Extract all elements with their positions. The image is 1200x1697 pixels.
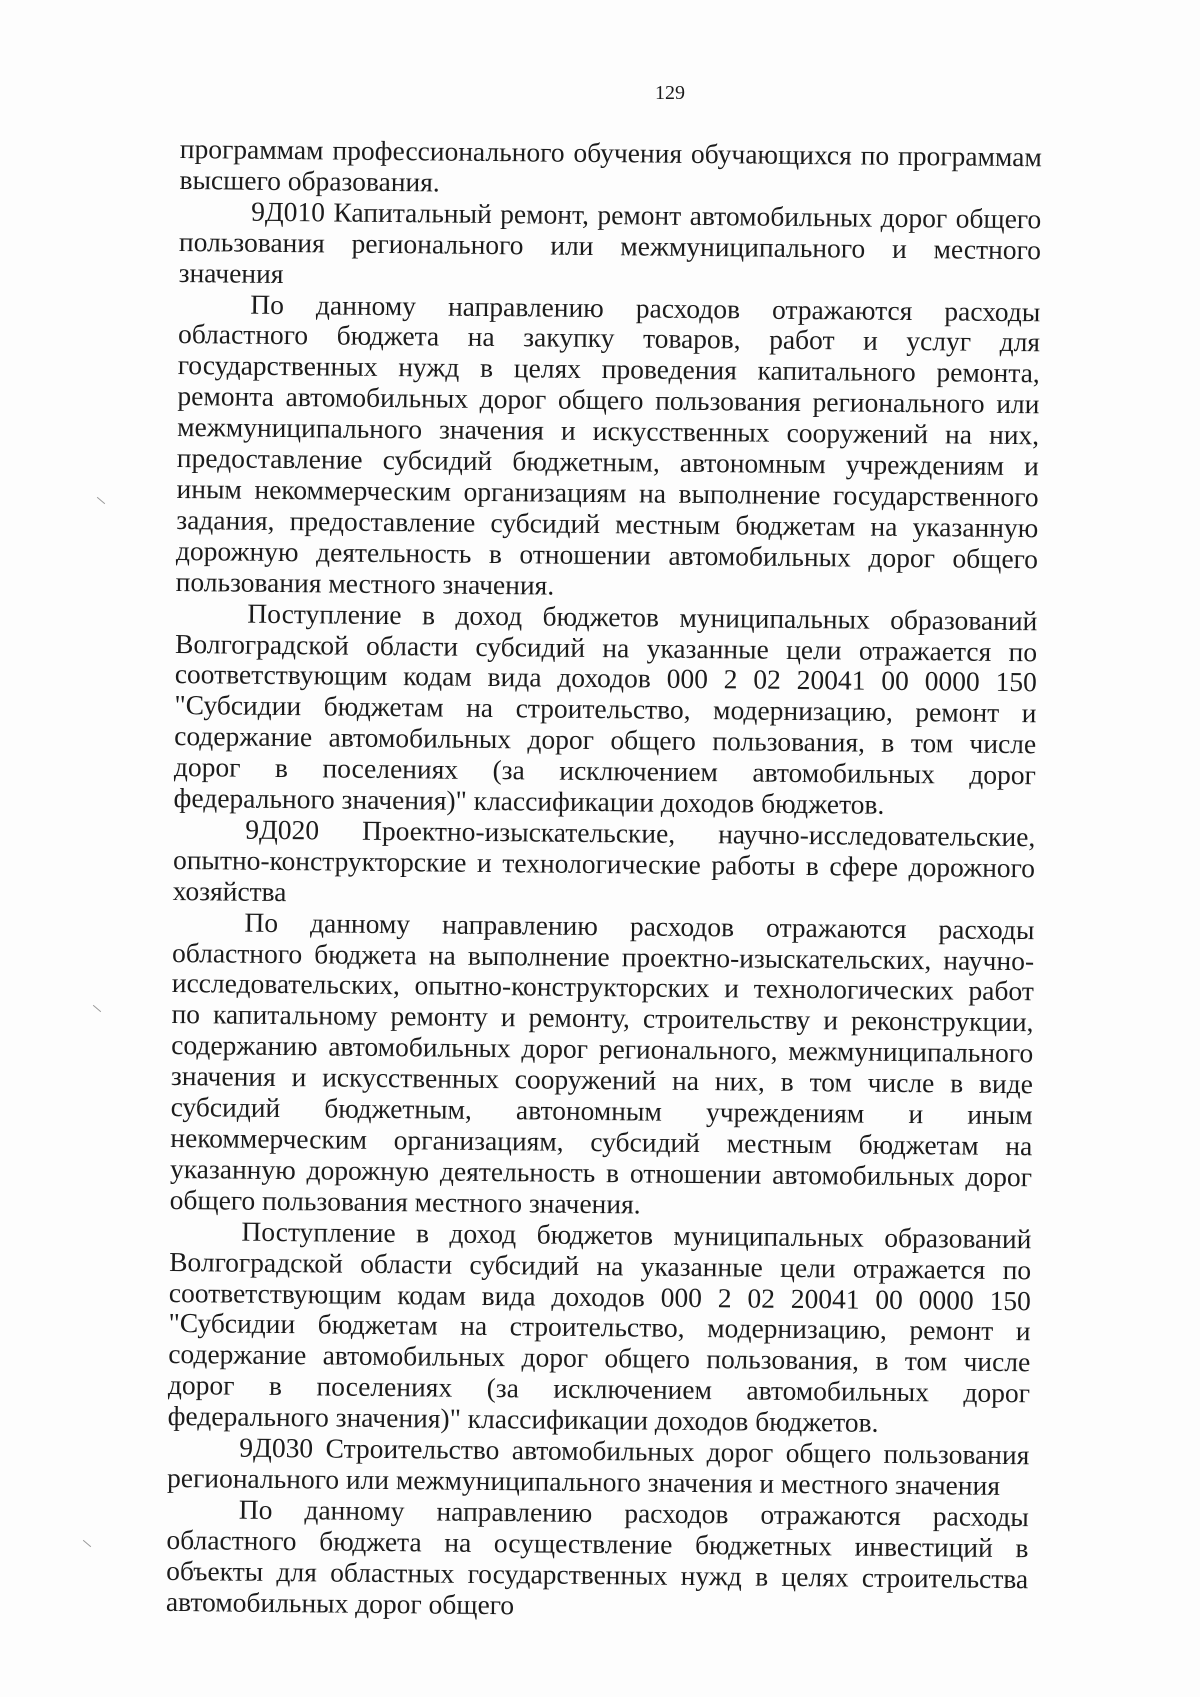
document-body xyxy=(166,134,1042,1626)
section-heading-9d020: 9Д020 Проектно-изыскательские, научно-исследовательские, опытно-конструкторские и технологические работы в сфере дорожного хозяйства xyxy=(172,813,1036,907)
page-number: 129 xyxy=(655,82,685,104)
paragraph-9d020-description: По данному направлению расходов отражаются расходы областного бюджета на выполнение проектно-изыскательских, научно-исследовательских, опытно-конструкторских и технологических работ по капитальному ремонту и ремонту, строительству и реконструкции, содержанию автомобильных дорог регионального, межмуниципального значения и искусственных сооружений на них, в том числе в виде субсидий бюджетным, автономным учреждениям и иным некоммерческим организациям, субсидий местным бюджетам на указанную дорожную деятельность в отношении автомобильных дорог общего пользования местного значения. xyxy=(169,906,1035,1220)
section-heading-9d010: 9Д010 Капитальный ремонт, ремонт автомобильных дорог общего пользования регионального или межмуниципального и местного значения xyxy=(178,195,1042,289)
section-heading-9d030: 9Д030 Строительство автомобильных дорог общего пользования регионального или межмуниципального значения и местного значения xyxy=(166,1431,1030,1501)
paragraph-9d010-revenue: Поступление в доход бюджетов муниципальных образований Волгоградской области субсидий на указанные цели отражается по соответствующим кодам вида доходов 000 2 02 20041 00 0000 150 "Субсидии бюджетам на строительство, модернизацию, ремонт и содержание автомобильных дорог общего пользования, в том числе дорог в поселениях (за исключением автомобильных дорог федерального значения)" классификации доходов бюджетов. xyxy=(173,597,1038,820)
scan-artifact xyxy=(97,497,105,504)
paragraph-9d020-revenue: Поступление в доход бюджетов муниципальных образований Волгоградской области субсидий на указанные цели отражается по соответствующим кодам вида доходов 000 2 02 20041 00 0000 150 "Субсидии бюджетам на строительство, модернизацию, ремонт и содержание автомобильных дорог общего пользования, в том числе дорог в поселениях (за исключением автомобильных дорог федерального значения)" классификации доходов бюджетов. xyxy=(167,1215,1032,1438)
scan-artifact xyxy=(83,1540,91,1547)
scan-artifact xyxy=(93,1005,101,1012)
paragraph-9d030-description: По данному направлению расходов отражаются расходы областного бюджета на осуществление бюджетных инвестиций в объекты для областных государственных нужд в целях строительства автомобильных дорог общего xyxy=(165,1493,1029,1620)
paragraph-continuation: программам профессионального обучения обучающихся по программам высшего образования. xyxy=(179,133,1042,198)
paragraph-9d010-description: По данному направлению расходов отражаются расходы областного бюджета на закупку товаров, работ и услуг для государственных нужд в целях проведения капитального ремонта, ремонта автомобильных дорог общего пользования регионального или межмуниципального значения и искусственных сооружений на них, предоставление субсидий бюджетным, автономным учреждениям и иным некоммерческим организациям на выполнение государственного задания, предоставление субсидий местным бюджетам на указанную дорожную деятельность в отношении автомобильных дорог общего пользования местного значения. xyxy=(175,288,1041,601)
